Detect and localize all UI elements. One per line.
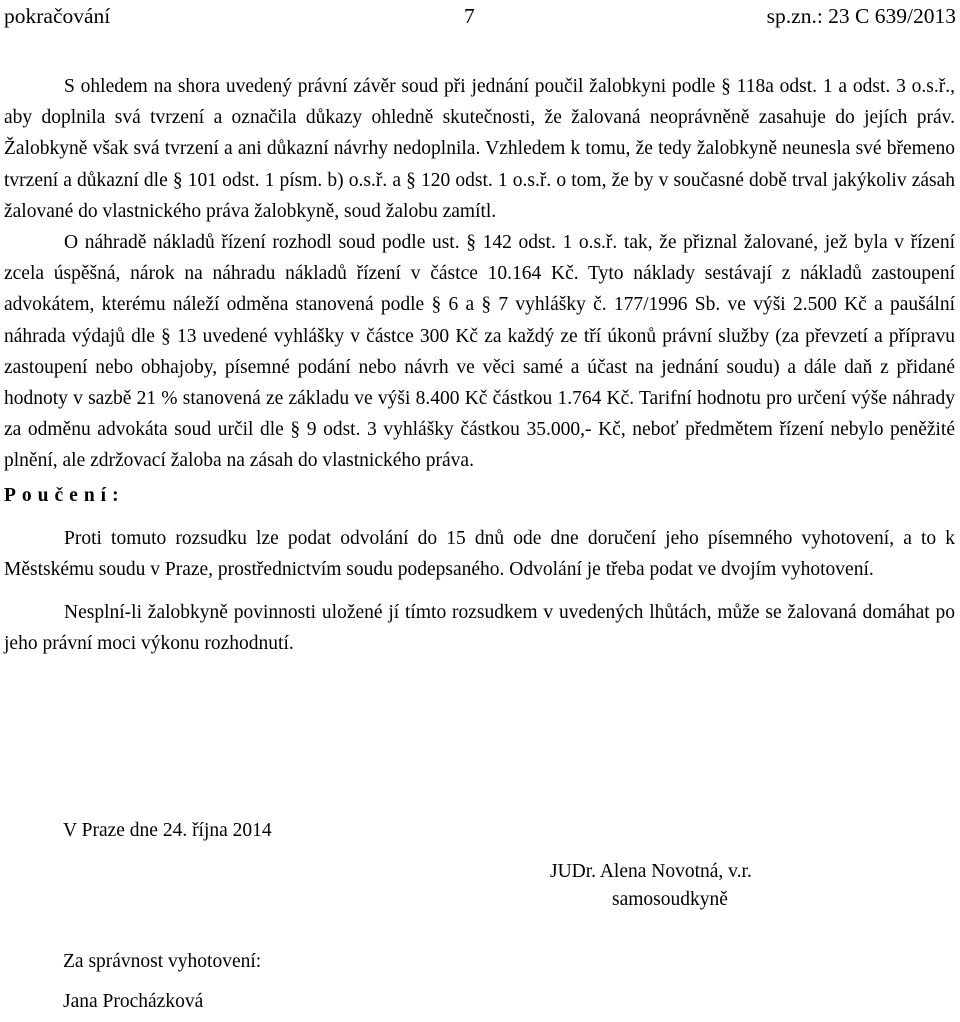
- certification-block: [63, 942, 261, 1022]
- place-and-date: V Praze dne 24. října 2014: [63, 820, 272, 841]
- certification-label: Za správnost vyhotovení:: [63, 951, 262, 972]
- judge-role: samosoudkyně: [612, 889, 728, 910]
- certifier-name: Jana Procházková: [63, 991, 204, 1012]
- continuation-label: pokračování: [4, 4, 111, 28]
- page-number: 7: [464, 4, 475, 28]
- page-header: [4, 4, 956, 34]
- signature-block: [550, 858, 752, 914]
- case-reference: sp.zn.: 23 C 639/2013: [766, 4, 956, 28]
- costs-paragraph: O náhradě nákladů řízení rozhodl soud podle ust. § 142 odst. 1 o.s.ř. tak, že přiznal žalované, jež byla v řízení zcela úspěšná, nárok na náhradu nákladů řízení v částce 10.164 Kč. Tyto náklady sestávají z nákladů zastoupení advokátem, kterému náleží odměna stanovená podle § 6 a § 7 vyhlášky č. 177/1996 Sb. ve výši 2.500 Kč a paušální náhrada výdajů dle § 13 uvedené vyhlášky v částce 300 Kč za každý ze tří úkonů právní služby (za převzetí a přípravu zastoupení nebo obhajoby, písemné podání nebo návrh ve věci samé a účast na jednání soudu) a dále daň z přidané hodnoty v sazbě 21 % stanovená ze základu ve výši 8.400 Kč částkou 1.764 Kč. Tarifní hodnotu pro určení výše náhrady za odměnu advokáta soud určil dle § 9 odst. 3 vyhlášky částkou 35.000,- Kč, neboť předmětem řízení nebylo peněžité plnění, ale zdržovací žaloba na zásah do vlastnického práva.: [4, 232, 955, 472]
- appeal-paragraph: Proti tomuto rozsudku lze podat odvolání do 15 dnů ode dne doručení jeho písemného vyhotovení, a to k Městskému soudu v Praze, prostřednictvím soudu podepsaného. Odvolání je třeba podat ve dvojím vyhotovení.: [4, 527, 955, 581]
- judge-name: JUDr. Alena Novotná, v.r.: [550, 861, 752, 882]
- document-body: [4, 71, 955, 660]
- instruction-heading: Poučení:: [4, 484, 125, 506]
- reasoning-paragraph: S ohledem na shora uvedený právní závěr soud při jednání poučil žalobkyni podle § 118a odst. 1 a odst. 3 o.s.ř., aby doplnila svá tvrzení a označila důkazy ohledně skutečnosti, že žalovaná neoprávněně zasahuje do jejích práv. Žalobkyně však svá tvrzení a ani důkazní návrhy nedoplnila. Vzhledem k tomu, že tedy žalobkyně neunesla své břemeno tvrzení a důkazní dle § 101 odst. 1 písm. b) o.s.ř. a § 120 odst. 1 o.s.ř. o tom, že by v současné době trval jakýkoliv zásah žalované do vlastnického práva žalobkyně, soud žalobu zamítl.: [4, 76, 955, 222]
- enforcement-paragraph: Nesplní-li žalobkyně povinnosti uložené jí tímto rozsudkem v uvedených lhůtách, může se žalovaná domáhat po jeho právní moci výkonu rozhodnutí.: [4, 602, 955, 655]
